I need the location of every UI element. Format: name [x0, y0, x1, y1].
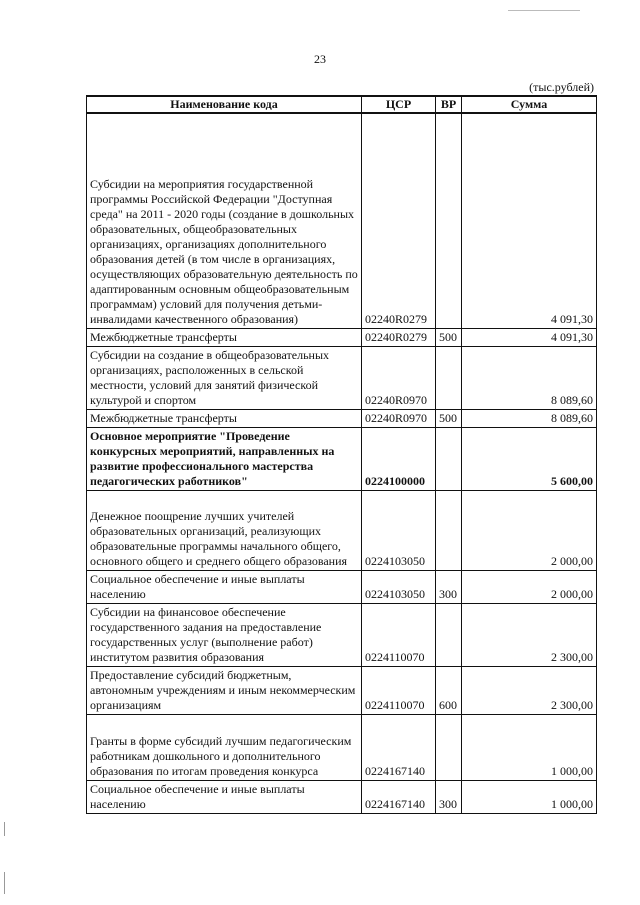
row-vr: [436, 346, 462, 409]
table-row: [87, 346, 597, 409]
table-header-row: [87, 96, 597, 113]
row-csr: 0224103050: [362, 570, 436, 603]
row-amount: 5 600,00: [462, 427, 597, 490]
row-amount: 2 300,00: [462, 603, 597, 666]
row-vr: 300: [436, 780, 462, 813]
row-name: Субсидии на создание в общеобразовательных организациях, расположенных в сельской местности, условий для занятий физической культурой и спортом: [87, 346, 362, 409]
row-csr: 0224110070: [362, 666, 436, 714]
row-name: Субсидии на мероприятия государственной программы Российской Федерации "Доступная среда" на 2011 - 2020 годы (создание в дошкольных образовательных, общеобразовательных организациях, организациях дополнительного образования детей (в том числе в организациях, осуществляющих образовательную деятельность по адаптированным основным общеобразовательным программам) условий для получения детьми-инвалидами качественного образования): [87, 113, 362, 328]
header-amount: Сумма: [462, 96, 597, 113]
row-vr: [436, 113, 462, 328]
scan-artifact-mark: [4, 872, 5, 894]
row-csr: 0224103050: [362, 490, 436, 570]
row-name: Социальное обеспечение и иные выплаты населению: [87, 780, 362, 813]
row-csr: 02240R0279: [362, 113, 436, 328]
row-csr: 0224110070: [362, 603, 436, 666]
row-vr: [436, 427, 462, 490]
row-amount: 2 000,00: [462, 570, 597, 603]
row-csr: 0224167140: [362, 780, 436, 813]
table-row: [87, 113, 597, 328]
row-csr: 02240R0970: [362, 409, 436, 427]
row-vr: [436, 603, 462, 666]
table-row: [87, 714, 597, 780]
row-csr: 0224100000: [362, 427, 436, 490]
row-amount: 2 000,00: [462, 490, 597, 570]
table-row: [87, 570, 597, 603]
table-row: [87, 427, 597, 490]
row-amount: 4 091,30: [462, 113, 597, 328]
row-csr: 02240R0970: [362, 346, 436, 409]
scan-artifact-line: [508, 10, 580, 11]
row-vr: [436, 490, 462, 570]
header-name: Наименование кода: [87, 96, 362, 113]
row-vr: 500: [436, 409, 462, 427]
row-amount: 8 089,60: [462, 409, 597, 427]
page-number: 23: [314, 52, 326, 66]
header-csr: ЦСР: [362, 96, 436, 113]
row-amount: 1 000,00: [462, 714, 597, 780]
budget-table: [86, 95, 597, 814]
row-vr: 300: [436, 570, 462, 603]
scan-artifact-mark: [4, 822, 5, 836]
row-csr: 0224167140: [362, 714, 436, 780]
table-row: [87, 409, 597, 427]
header-vr: ВР: [436, 96, 462, 113]
table-row: [87, 780, 597, 813]
row-vr: [436, 714, 462, 780]
row-name: Субсидии на финансовое обеспечение государственного задания на предоставление государственных услуг (выполнение работ) институтом развития образования: [87, 603, 362, 666]
row-name: Межбюджетные трансферты: [87, 409, 362, 427]
row-csr: 02240R0279: [362, 328, 436, 346]
row-vr: 600: [436, 666, 462, 714]
table-row: [87, 328, 597, 346]
row-amount: 8 089,60: [462, 346, 597, 409]
row-name: Предоставление субсидий бюджетным, автономным учреждениям и иным некоммерческим организациям: [87, 666, 362, 714]
row-name: Основное мероприятие "Проведение конкурсных мероприятий, направленных на развитие профессионального мастерства педагогических работников": [87, 427, 362, 490]
row-name: Гранты в форме субсидий лучшим педагогическим работникам дошкольного и дополнительного образования по итогам проведения конкурса: [87, 714, 362, 780]
row-amount: 2 300,00: [462, 666, 597, 714]
row-name: Социальное обеспечение и иные выплаты населению: [87, 570, 362, 603]
row-name: Межбюджетные трансферты: [87, 328, 362, 346]
row-name: Денежное поощрение лучших учителей образовательных организаций, реализующих образовательные программы начального общего, основного общего и среднего общего образования: [87, 490, 362, 570]
row-vr: 500: [436, 328, 462, 346]
table-row: [87, 666, 597, 714]
row-amount: 1 000,00: [462, 780, 597, 813]
units-label: (тыс.рублей): [529, 80, 594, 94]
row-amount: 4 091,30: [462, 328, 597, 346]
table-row: [87, 603, 597, 666]
table-row: [87, 490, 597, 570]
